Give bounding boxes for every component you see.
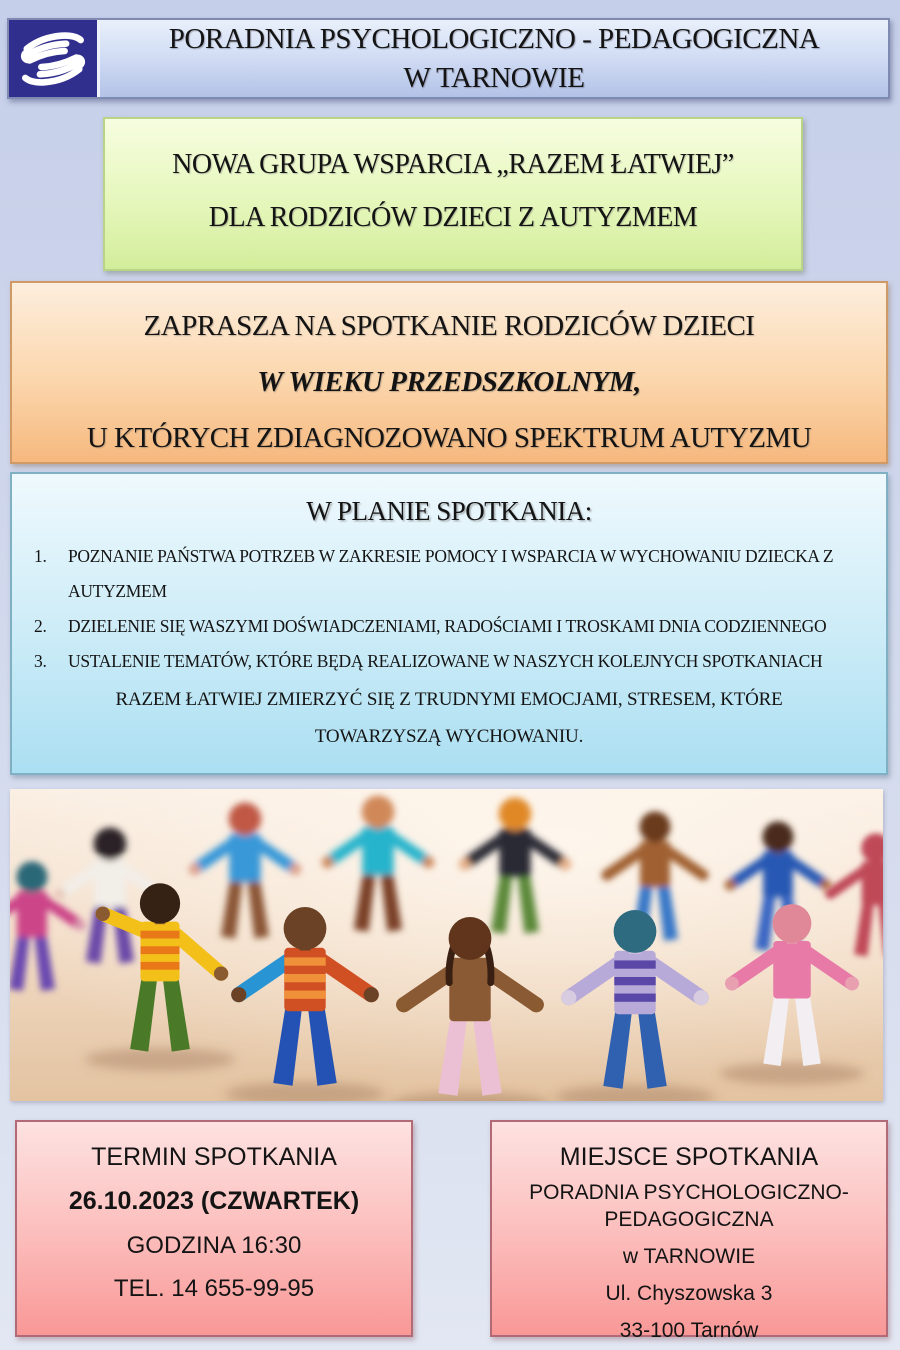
plan-item-2-text: DZIELENIE SIĘ WASZYMI DOŚWIADCZENIAMI, RADOŚCIAMI I TROSKAMI DNIA CODZIENNEGO [68, 616, 827, 636]
miejsce-title: MIEJSCE SPOTKANIA [559, 1143, 819, 1171]
termin-time: GODZINA 16:30 [126, 1231, 302, 1259]
termin-title: TERMIN SPOTKANIA [91, 1143, 337, 1171]
header-title [100, 20, 888, 97]
miejsce-postcode: 33-100 Tarnów [619, 1319, 759, 1343]
invitation-box [10, 281, 888, 464]
meeting-date-box [15, 1120, 413, 1337]
invite-line2: W WIEKU PRZEDSZKOLNYM, [257, 365, 641, 398]
group-line1: NOWA GRUPA WSPARCIA „RAZEM ŁATWIEJ” [172, 149, 734, 180]
miejsce-institution: PORADNIA PSYCHOLOGICZNO-PEDAGOGICZNA [529, 1180, 849, 1232]
plan-item-1-number: 1. [34, 546, 47, 566]
termin-date: 26.10.2023 (CZWARTEK) [68, 1186, 360, 1215]
plan-item-3 [12, 644, 886, 679]
group-announcement-box [103, 117, 803, 271]
plan-item-2 [12, 609, 886, 644]
paper-dolls-photo [10, 789, 883, 1101]
plan-list [12, 539, 886, 679]
plan-item-2-number: 2. [34, 616, 47, 636]
header-bar [7, 18, 890, 99]
header-title-line2: W TARNOWIE [403, 61, 585, 94]
miejsce-street: Ul. Chyszowska 3 [605, 1282, 773, 1306]
plan-closing [12, 681, 886, 755]
plan-closing-line2: TOWARZYSZĄ WYCHOWANIU. [314, 726, 584, 748]
plan-item-1 [12, 539, 886, 609]
meeting-place-box [490, 1120, 888, 1343]
termin-phone: TEL. 14 655-99-95 [113, 1274, 315, 1302]
paper-dolls-illustration [10, 789, 883, 1101]
plan-heading: W PLANIE SPOTKANIA: [306, 496, 592, 526]
invite-line3: U KTÓRYCH ZDIAGNOZOWANO SPEKTRUM AUTYZMU [86, 421, 812, 454]
caring-hands-icon [16, 24, 90, 94]
miejsce-city: w TARNOWIE [622, 1245, 756, 1269]
invite-line1: ZAPRASZA NA SPOTKANIE RODZICÓW DZIECI [143, 310, 755, 342]
group-line2: DLA RODZICÓW DZIECI Z AUTYZMEM [208, 202, 698, 234]
plan-item-3-text: USTALENIE TEMATÓW, KTÓRE BĘDĄ REALIZOWANE W NASZYCH KOLEJNYCH SPOTKANIACH [68, 651, 823, 671]
plan-item-3-number: 3. [34, 651, 47, 671]
plan-item-1-text: POZNANIE PAŃSTWA POTRZEB W ZAKRESIE POMOCY I WSPARCIA W WYCHOWANIU DZIECKA Z AUTYZMEM [68, 546, 834, 601]
meeting-plan-box [10, 472, 888, 775]
plan-closing-line1: RAZEM ŁATWIEJ ZMIERZYĆ SIĘ Z TRUDNYMI EMOCJAMI, STRESEM, KTÓRE [115, 689, 783, 710]
header-title-line1: PORADNIA PSYCHOLOGICZNO - PEDAGOGICZNA [168, 23, 820, 56]
logo [9, 20, 100, 97]
